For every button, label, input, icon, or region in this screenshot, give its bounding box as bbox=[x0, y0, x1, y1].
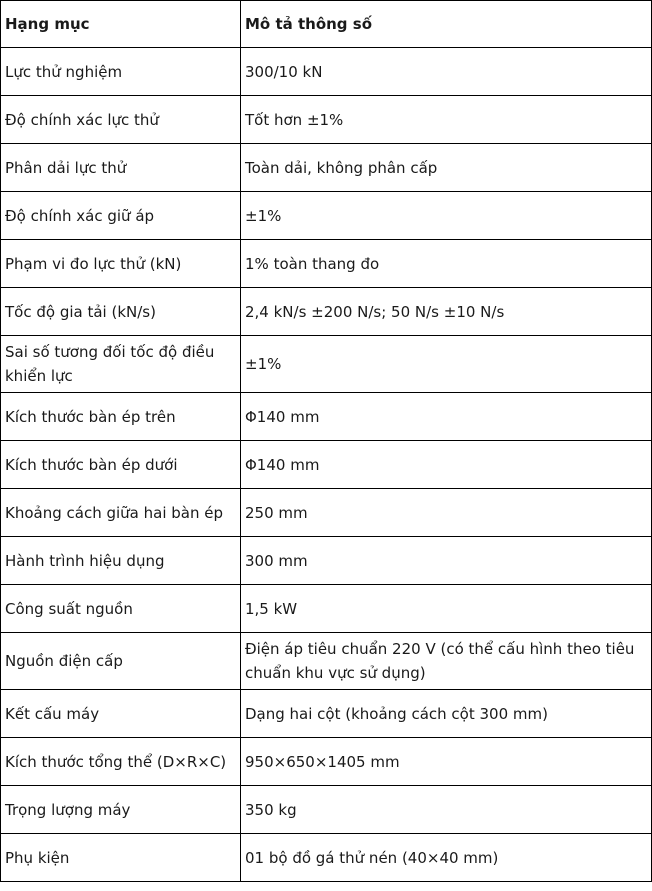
row-value: 950×650×1405 mm bbox=[241, 738, 652, 786]
table-row bbox=[1, 393, 652, 441]
row-value: 01 bộ đồ gá thử nén (40×40 mm) bbox=[241, 834, 652, 882]
header-description: Mô tả thông số bbox=[241, 1, 652, 48]
row-label: Công suất nguồn bbox=[1, 585, 241, 633]
row-value: 350 kg bbox=[241, 786, 652, 834]
table-row bbox=[1, 585, 652, 633]
row-value: ±1% bbox=[241, 192, 652, 240]
table-row bbox=[1, 786, 652, 834]
row-value: 1,5 kW bbox=[241, 585, 652, 633]
row-label: Trọng lượng máy bbox=[1, 786, 241, 834]
table-row bbox=[1, 441, 652, 489]
row-label: Kích thước bàn ép trên bbox=[1, 393, 241, 441]
row-value: Điện áp tiêu chuẩn 220 V (có thể cấu hình theo tiêu chuẩn khu vực sử dụng) bbox=[241, 633, 652, 690]
row-label: Kết cấu máy bbox=[1, 690, 241, 738]
table-row bbox=[1, 489, 652, 537]
row-value: Φ140 mm bbox=[241, 393, 652, 441]
table-row bbox=[1, 690, 652, 738]
row-label: Độ chính xác lực thử bbox=[1, 96, 241, 144]
row-value: 1% toàn thang đo bbox=[241, 240, 652, 288]
table-row bbox=[1, 48, 652, 96]
row-label: Hành trình hiệu dụng bbox=[1, 537, 241, 585]
table-row bbox=[1, 336, 652, 393]
table-row bbox=[1, 537, 652, 585]
row-value: 300 mm bbox=[241, 537, 652, 585]
table-row bbox=[1, 738, 652, 786]
row-value: Φ140 mm bbox=[241, 441, 652, 489]
row-value: Toàn dải, không phân cấp bbox=[241, 144, 652, 192]
row-label: Kích thước tổng thể (D×R×C) bbox=[1, 738, 241, 786]
row-value: ±1% bbox=[241, 336, 652, 393]
row-label: Phạm vi đo lực thử (kN) bbox=[1, 240, 241, 288]
table-row bbox=[1, 633, 652, 690]
table-row bbox=[1, 192, 652, 240]
row-value: 2,4 kN/s ±200 N/s; 50 N/s ±10 N/s bbox=[241, 288, 652, 336]
row-value: Dạng hai cột (khoảng cách cột 300 mm) bbox=[241, 690, 652, 738]
table-row bbox=[1, 240, 652, 288]
row-value: Tốt hơn ±1% bbox=[241, 96, 652, 144]
row-value: 250 mm bbox=[241, 489, 652, 537]
row-label: Phụ kiện bbox=[1, 834, 241, 882]
row-label: Độ chính xác giữ áp bbox=[1, 192, 241, 240]
row-label: Tốc độ gia tải (kN/s) bbox=[1, 288, 241, 336]
header-row bbox=[1, 1, 652, 48]
table-row bbox=[1, 834, 652, 882]
row-label: Sai số tương đối tốc độ điều khiển lực bbox=[1, 336, 241, 393]
row-label: Kích thước bàn ép dưới bbox=[1, 441, 241, 489]
table-row bbox=[1, 144, 652, 192]
row-label: Nguồn điện cấp bbox=[1, 633, 241, 690]
row-label: Khoảng cách giữa hai bàn ép bbox=[1, 489, 241, 537]
table-row bbox=[1, 96, 652, 144]
row-value: 300/10 kN bbox=[241, 48, 652, 96]
header-item: Hạng mục bbox=[1, 1, 241, 48]
row-label: Lực thử nghiệm bbox=[1, 48, 241, 96]
row-label: Phân dải lực thử bbox=[1, 144, 241, 192]
table-row bbox=[1, 288, 652, 336]
